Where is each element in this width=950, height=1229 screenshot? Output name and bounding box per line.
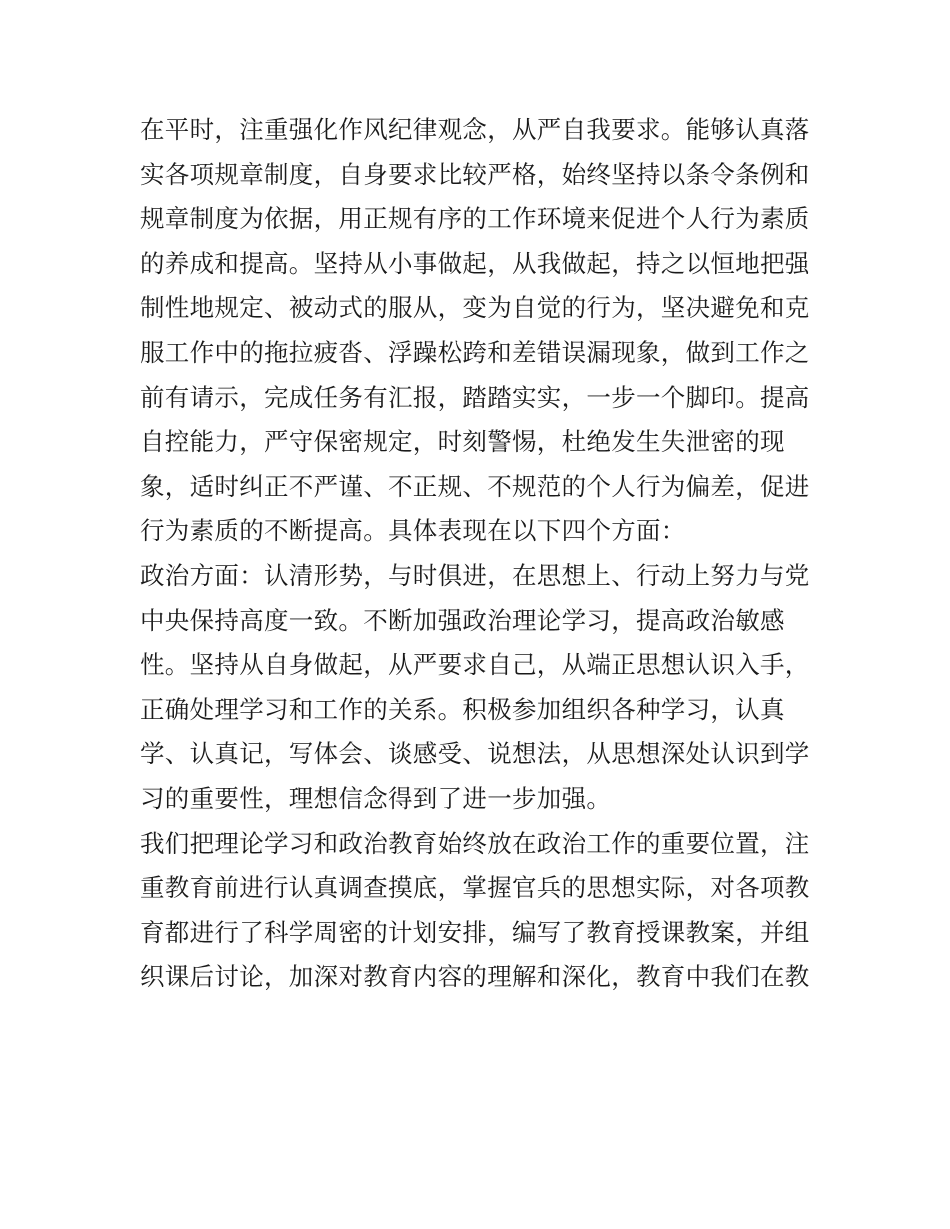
text-line: 行为素质的不断提高。具体表现在以下四个方面： <box>140 516 686 546</box>
text-line: 学、认真记，写体会、谈感受、说想法，从思想深处认识到学 <box>140 739 810 769</box>
text-line: 服工作中的拖拉疲沓、浮躁松跨和差错误漏现象，做到工作之 <box>140 337 810 367</box>
text-line: 制性地规定、被动式的服从，变为自觉的行为，坚决避免和克 <box>140 293 810 323</box>
text-line: 育都进行了科学周密的计划安排，编写了教育授课教案，并组 <box>140 917 810 947</box>
text-line: 织课后讨论，加深对教育内容的理解和深化，教育中我们在教 <box>140 962 810 992</box>
text-line: 我们把理论学习和政治教育始终放在政治工作的重要位置，注 <box>140 828 810 858</box>
text-line: 正确处理学习和工作的关系。积极参加组织各种学习，认真 <box>140 694 785 724</box>
text-line: 前有请示，完成任务有汇报，踏踏实实，一步一个脚印。提高 <box>140 382 810 412</box>
text-line: 习的重要性，理想信念得到了进一步加强。 <box>140 783 612 813</box>
text-line: 的养成和提高。坚持从小事做起，从我做起，持之以恒地把强 <box>140 248 810 278</box>
text-line: 政治方面：认清形势，与时俱进，在思想上、行动上努力与党 <box>140 560 810 590</box>
text-line: 实各项规章制度，自身要求比较严格，始终坚持以条令条例和 <box>140 159 810 189</box>
text-line: 性。坚持从自身做起，从严要求自己，从端正思想认识入手， <box>140 650 810 680</box>
text-line: 自控能力，严守保密规定，时刻警惕，杜绝发生失泄密的现 <box>140 427 785 457</box>
text-line: 中央保持高度一致。不断加强政治理论学习，提高政治敏感 <box>140 605 785 635</box>
text-line: 象，适时纠正不严谨、不正规、不规范的个人行为偏差，促进 <box>140 471 810 501</box>
text-line: 在平时，注重强化作风纪律观念，从严自我要求。能够认真落 <box>140 115 810 144</box>
body-text <box>140 108 820 1000</box>
text-line: 重教育前进行认真调查摸底，掌握官兵的思想实际，对各项教 <box>140 873 810 903</box>
text-line: 规章制度为依据，用正规有序的工作环境来促进个人行为素质 <box>140 204 810 234</box>
